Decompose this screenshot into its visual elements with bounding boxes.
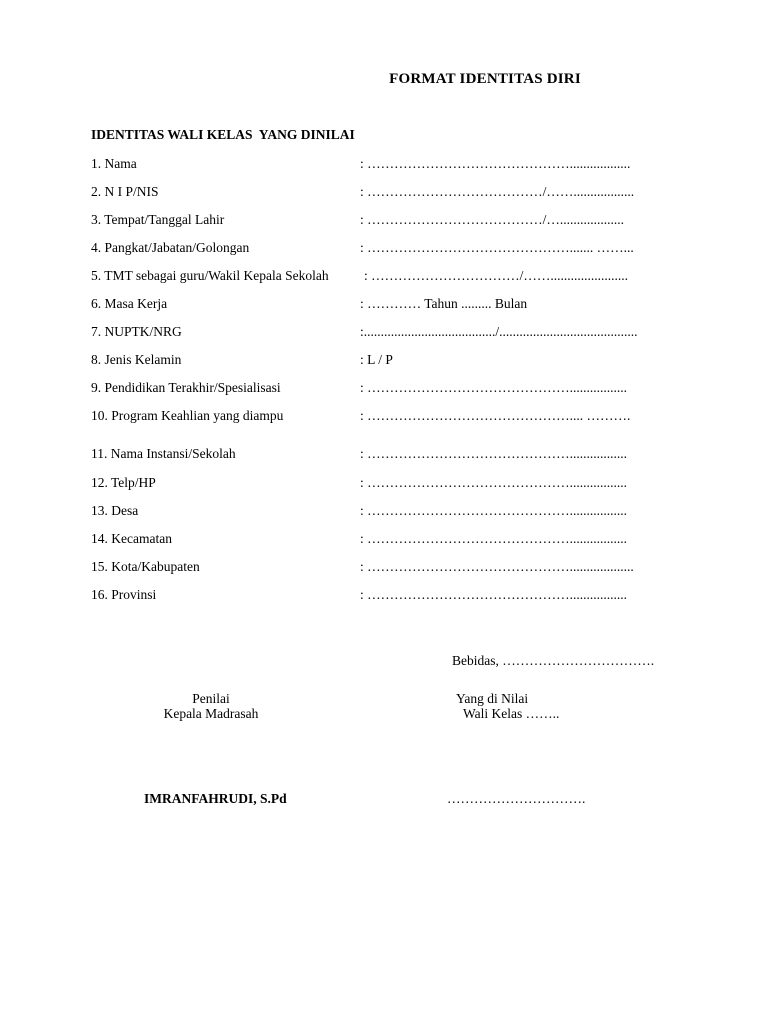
document-title: FORMAT IDENTITAS DIRI <box>389 71 581 87</box>
field-row-desa <box>91 503 628 521</box>
field-row-masa-kerja <box>91 296 528 314</box>
field-label: 6. Masa Kerja <box>91 296 168 311</box>
field-row-telp <box>91 475 628 493</box>
field-row-nuptk <box>91 324 638 342</box>
field-value: : L / P <box>360 352 393 367</box>
field-row-nama <box>91 156 631 174</box>
field-label: 16. Provinsi <box>91 587 157 602</box>
right-signer-role: Yang di Nilai <box>456 691 529 706</box>
field-row-tmt <box>91 268 629 286</box>
field-value: : ………………………………………....... ……... <box>360 240 634 255</box>
field-label: 7. NUPTK/NRG <box>91 324 182 339</box>
field-label: 11. Nama Instansi/Sekolah <box>91 446 236 461</box>
field-label: 15. Kota/Kabupaten <box>91 559 200 574</box>
field-value: : ………………………………………................. <box>360 503 628 518</box>
section-heading: IDENTITAS WALI KELAS YANG DINILAI <box>91 127 355 142</box>
field-value: : ……………………………………….................. <box>360 156 631 171</box>
field-row-instansi <box>91 446 628 464</box>
field-row-provinsi <box>91 587 628 605</box>
field-value: : ………………………………………................. <box>360 587 628 602</box>
field-value: : ………… Tahun ......... Bulan <box>360 296 528 311</box>
left-signer-title: Kepala Madrasah <box>163 706 259 721</box>
field-value: : ……………………………/……....................... <box>364 268 629 283</box>
field-value: : ………………………………………................. <box>360 380 628 395</box>
field-row-program-keahlian <box>91 408 631 426</box>
field-label: 10. Program Keahlian yang diampu <box>91 408 284 423</box>
field-row-kecamatan <box>91 531 628 549</box>
field-row-jenis-kelamin <box>91 352 393 370</box>
field-label: 3. Tempat/Tanggal Lahir <box>91 212 225 227</box>
field-row-kota <box>91 559 634 577</box>
field-value: :......................................./......................................... <box>360 324 638 339</box>
field-row-ttl <box>91 212 625 230</box>
field-label: 1. Nama <box>91 156 137 171</box>
field-row-nip <box>91 184 635 202</box>
field-value: : ………………………………………................. <box>360 475 628 490</box>
left-signer-role: Penilai <box>192 691 230 706</box>
field-label: 8. Jenis Kelamin <box>91 352 182 367</box>
field-value: : …………………………………/…….................. <box>360 184 635 199</box>
field-label: 9. Pendidikan Terakhir/Spesialisasi <box>91 380 281 395</box>
right-signer-name: …………………………. <box>447 791 586 806</box>
field-label: 13. Desa <box>91 503 139 518</box>
field-label: 14. Kecamatan <box>91 531 172 546</box>
field-value: : ………………………………………................. <box>360 531 628 546</box>
field-row-pendidikan <box>91 380 628 398</box>
field-value: : ……………………………………….... ………. <box>360 408 631 423</box>
field-value: : …………………………………/…................... <box>360 212 625 227</box>
field-value: : ………………………………………................. <box>360 446 628 461</box>
field-label: 4. Pangkat/Jabatan/Golongan <box>91 240 250 255</box>
field-label: 5. TMT sebagai guru/Wakil Kepala Sekolah <box>91 268 329 283</box>
place-date: Bebidas, ……………………………. <box>452 653 655 668</box>
right-signer-title: Wali Kelas …….. <box>463 706 560 721</box>
field-label: 12. Telp/HP <box>91 475 156 490</box>
left-signer-name: IMRANFAHRUDI, S.Pd <box>144 791 287 806</box>
field-row-pangkat <box>91 240 634 258</box>
field-value: : ………………………………………................... <box>360 559 634 574</box>
field-label: 2. N I P/NIS <box>91 184 159 199</box>
